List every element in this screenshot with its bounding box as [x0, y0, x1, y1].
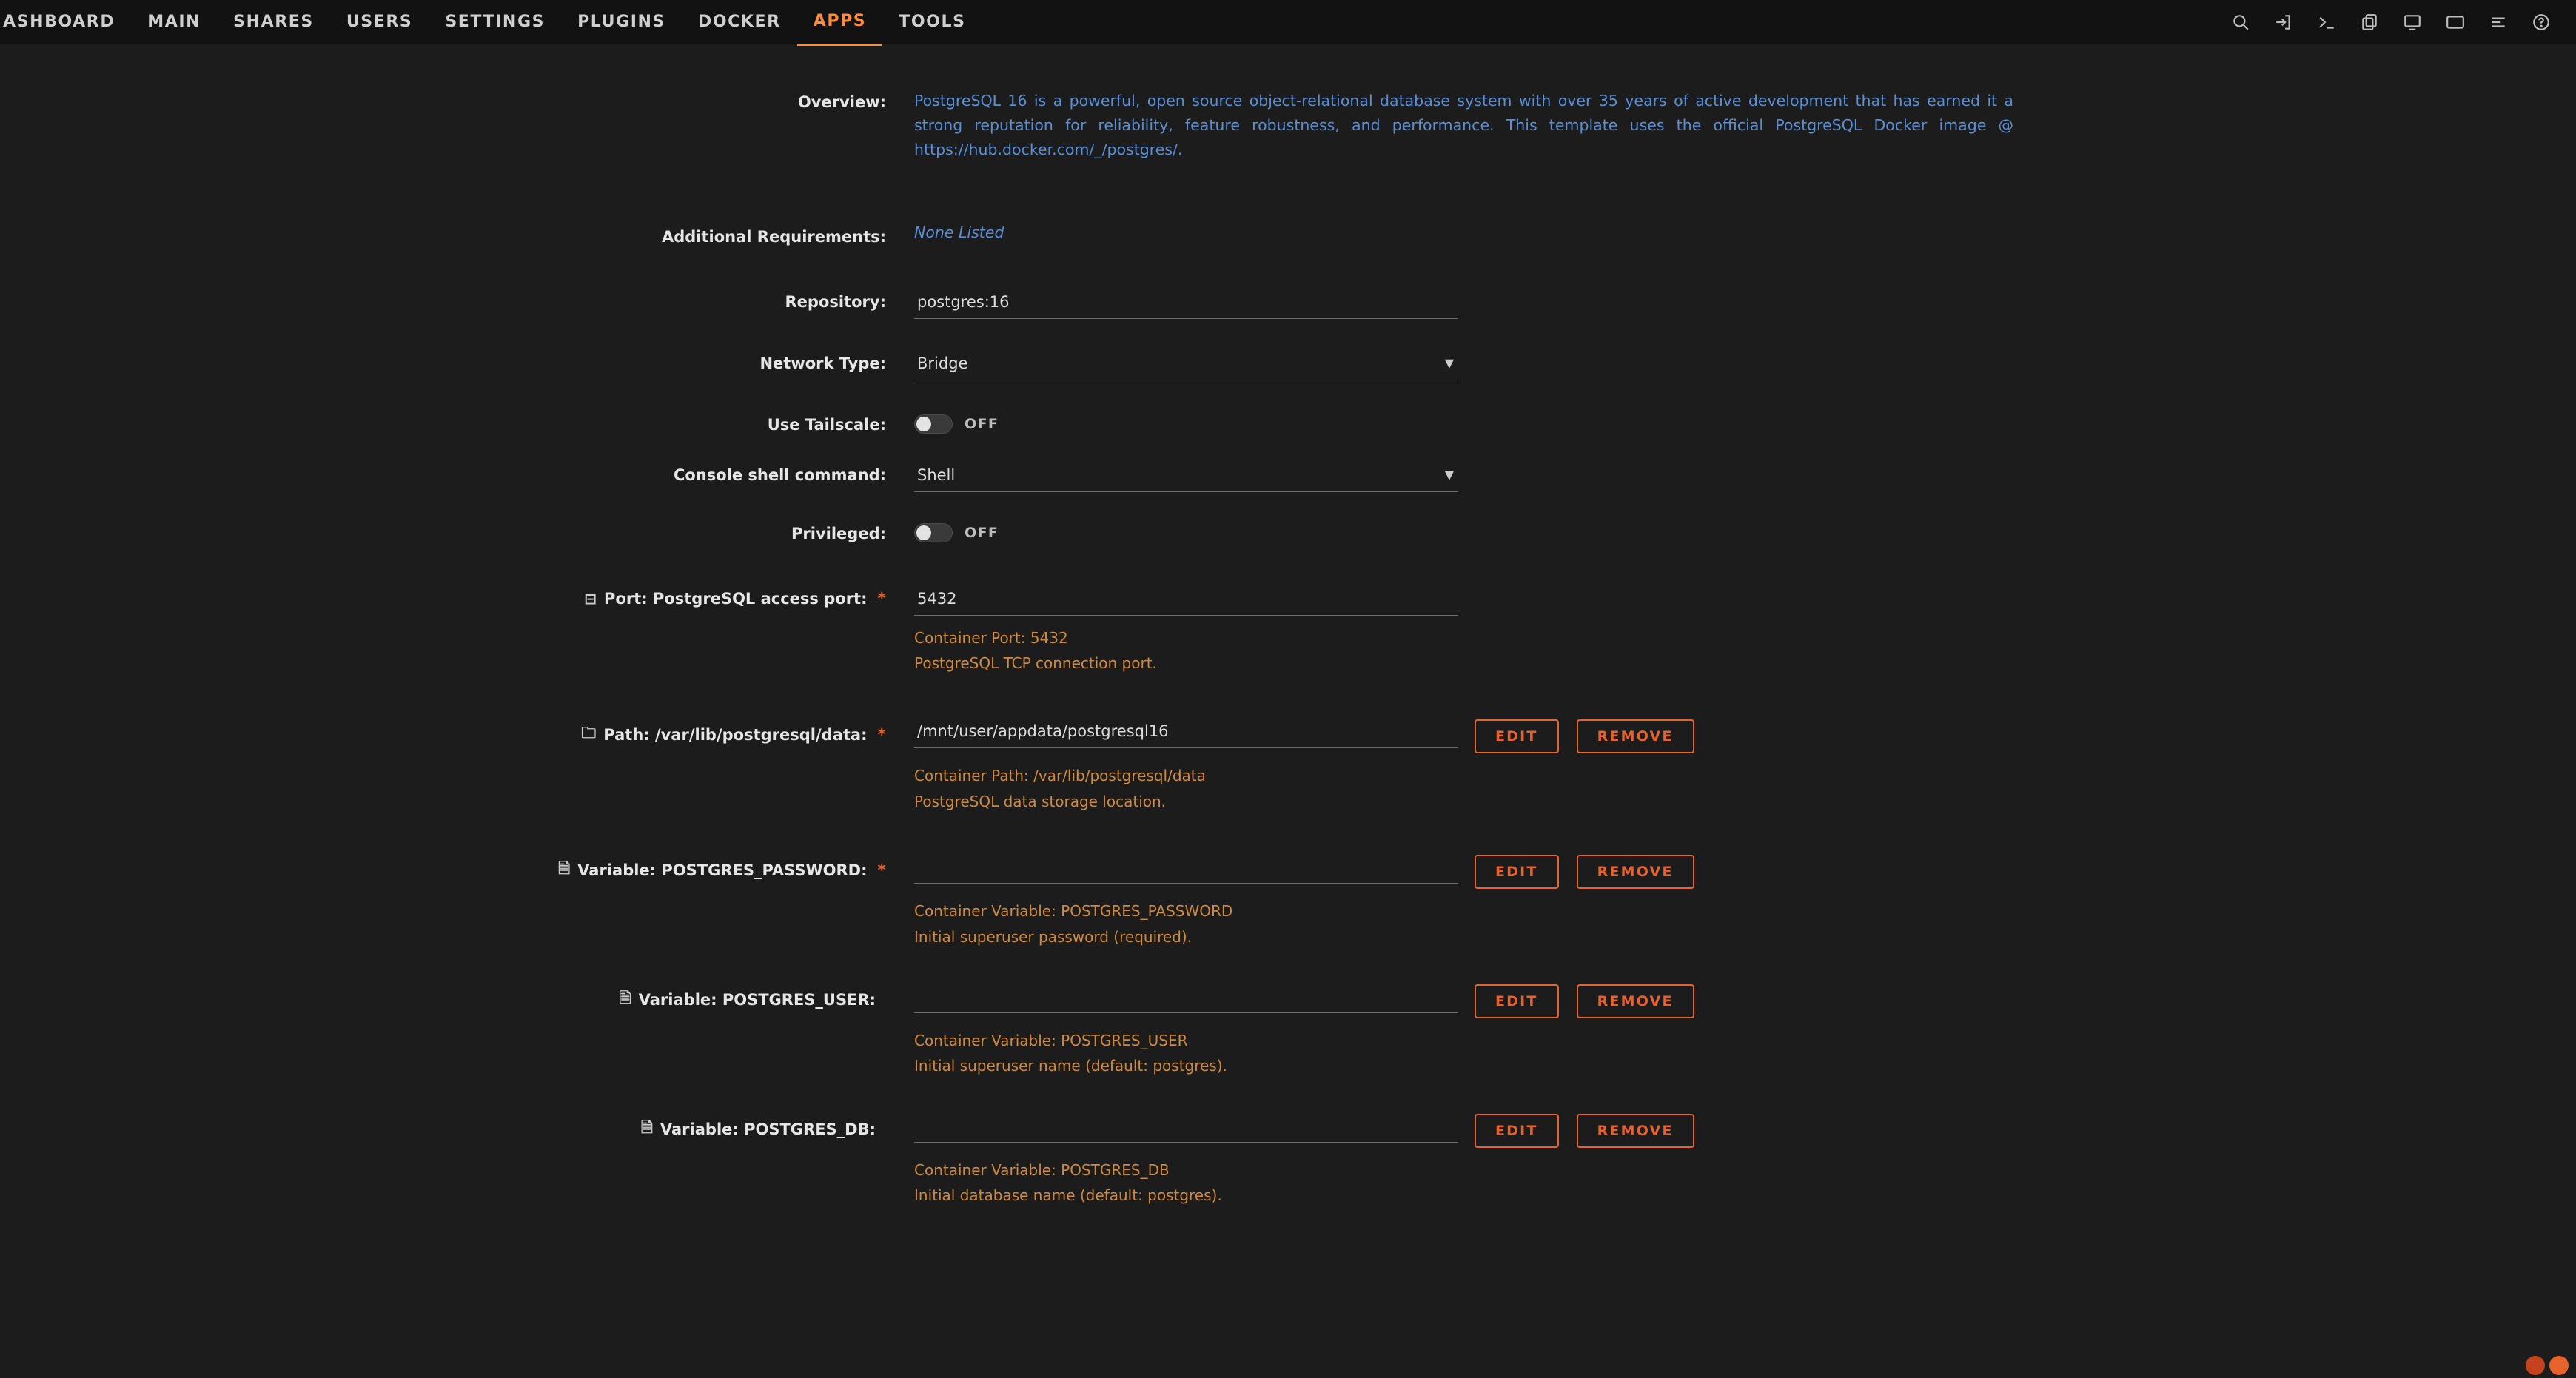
additional-requirements-label: Additional Requirements: [661, 227, 886, 246]
top-navigation-bar [0, 0, 2576, 44]
nav-item-main[interactable]: MAIN [147, 13, 201, 31]
help-icon[interactable] [2530, 11, 2552, 33]
network-type-select[interactable] [914, 350, 1458, 380]
console-shell-label: Console shell command: [673, 466, 886, 484]
path-label: Path: /var/lib/postgresql/data: [603, 726, 868, 745]
console-shell-select[interactable] [914, 462, 1458, 491]
variable-1-label: Variable: POSTGRES_USER: [638, 990, 876, 1009]
variable-0-helper-line-1: Container Variable: POSTGRES_PASSWORD [914, 902, 1233, 921]
privileged-toggle[interactable] [914, 523, 953, 542]
chevron-down-icon: ▼ [1444, 467, 1454, 482]
privileged-label: Privileged: [791, 524, 886, 542]
variable-2-helper-line-2: Initial database name (default: postgres). [914, 1186, 1222, 1205]
privileged-state: OFF [965, 524, 999, 541]
variable-1-helper [914, 1029, 2576, 1078]
variable-2-remove-button[interactable]: REMOVE [1577, 1114, 1694, 1148]
console-shell-select-wrapper[interactable] [914, 462, 1458, 492]
form-row-port [0, 585, 2576, 677]
variable-0-helper [914, 899, 2576, 949]
variable-0-label: Variable: POSTGRES_PASSWORD: [577, 861, 868, 880]
nav-item-apps[interactable]: APPS [797, 0, 883, 46]
notification-dot-right[interactable] [2549, 1356, 2569, 1375]
notification-dot-left[interactable] [2526, 1356, 2545, 1375]
variable-0-edit-button[interactable]: EDIT [1475, 855, 1559, 889]
chevron-down-icon: ▼ [1444, 355, 1454, 370]
app-template-form [0, 89, 2576, 1209]
path-helper-line-1: Container Path: /var/lib/postgresql/data [914, 767, 1206, 785]
display-icon[interactable] [2401, 11, 2424, 33]
variable-2-label: Variable: POSTGRES_DB: [660, 1120, 876, 1138]
repository-label: Repository: [785, 292, 886, 311]
folder-icon[interactable]: 🗀 [581, 724, 597, 742]
form-row-network-type [0, 350, 2576, 380]
form-row-repository [0, 289, 2576, 319]
nav-items [0, 0, 982, 46]
variable-0-required-marker: * [877, 861, 886, 880]
form-row-privileged [0, 520, 2576, 542]
collapse-icon[interactable]: ⊟ [584, 590, 597, 608]
network-type-select-wrapper[interactable] [914, 350, 1458, 380]
nav-item-docker[interactable]: DOCKER [698, 13, 781, 31]
path-input[interactable] [914, 718, 1458, 748]
variable-1-helper-line-2: Initial superuser name (default: postgres). [914, 1057, 1227, 1075]
nav-item-dashboard[interactable]: ASHBOARD [3, 13, 115, 31]
network-type-label: Network Type: [759, 354, 886, 372]
search-icon[interactable] [2230, 11, 2252, 33]
nav-item-shares[interactable]: SHARES [233, 13, 314, 31]
variable-1-edit-button[interactable]: EDIT [1475, 984, 1559, 1018]
terminal-icon[interactable] [2315, 11, 2338, 33]
file-icon[interactable]: 🗎 [558, 859, 571, 878]
form-row-console-shell [0, 462, 2576, 492]
use-tailscale-state: OFF [965, 415, 999, 432]
monitor-icon[interactable] [2444, 11, 2466, 33]
port-helper-line-2: PostgreSQL TCP connection port. [914, 654, 1157, 672]
path-helper-line-2: PostgreSQL data storage location. [914, 792, 1167, 810]
port-input[interactable] [914, 585, 1458, 616]
toggle-knob [916, 525, 931, 540]
form-row-path [0, 718, 2576, 815]
variable-2-edit-button[interactable]: EDIT [1475, 1114, 1559, 1148]
path-edit-button[interactable]: EDIT [1475, 719, 1559, 753]
variable-1-input[interactable] [914, 983, 1458, 1013]
variable-2-input[interactable] [914, 1112, 1458, 1143]
variable-1-remove-button[interactable]: REMOVE [1577, 984, 1694, 1018]
port-helper-line-1: Container Port: 5432 [914, 628, 1068, 647]
notification-indicator[interactable] [2526, 1356, 2569, 1375]
overview-label: Overview: [797, 93, 886, 111]
use-tailscale-label: Use Tailscale: [767, 415, 886, 434]
logout-icon[interactable] [2273, 11, 2295, 33]
form-row-additional-requirements [0, 223, 2576, 246]
repository-input[interactable] [914, 289, 1458, 319]
file-icon[interactable]: 🗎 [640, 1117, 653, 1136]
path-required-marker: * [877, 725, 886, 745]
variable-2-helper [914, 1158, 2576, 1208]
copy-icon[interactable] [2358, 11, 2381, 33]
log-icon[interactable] [2487, 11, 2509, 33]
nav-item-plugins[interactable]: PLUGINS [577, 13, 665, 31]
variable-1-helper-line-1: Container Variable: POSTGRES_USER [914, 1031, 1188, 1049]
port-label: Port: PostgreSQL access port: [604, 590, 868, 608]
nav-item-users[interactable]: USERS [346, 13, 413, 31]
use-tailscale-toggle[interactable] [914, 414, 953, 434]
path-helper [914, 764, 2576, 813]
port-required-marker: * [877, 589, 886, 608]
form-row-variable-postgres-password [0, 853, 2576, 950]
port-helper [914, 626, 2576, 676]
nav-item-settings[interactable]: SETTINGS [445, 13, 546, 31]
nav-item-tools[interactable]: TOOLS [899, 13, 966, 31]
path-remove-button[interactable]: REMOVE [1577, 719, 1694, 753]
toggle-knob [916, 417, 931, 431]
form-row-overview [0, 89, 2576, 163]
variable-2-helper-line-1: Container Variable: POSTGRES_DB [914, 1160, 1170, 1179]
variable-0-remove-button[interactable]: REMOVE [1577, 855, 1694, 889]
overview-text: PostgreSQL 16 is a powerful, open source object-relational database system with over 35 years of active development that has earned it a strong reputation for reliability, feature robustness, and performance. This template uses the official PostgreSQL Docker image @ https://hub.docker.com/_/postgres/. [914, 92, 2013, 159]
form-row-variable-postgres-user [0, 983, 2576, 1080]
variable-0-input[interactable] [914, 853, 1458, 884]
nav-icons [2230, 11, 2557, 33]
form-row-variable-postgres-db [0, 1112, 2576, 1209]
additional-requirements-value: None Listed [914, 223, 1004, 241]
variable-0-helper-line-2: Initial superuser password (required). [914, 927, 1193, 946]
form-row-use-tailscale [0, 411, 2576, 434]
file-icon[interactable]: 🗎 [619, 988, 631, 1006]
